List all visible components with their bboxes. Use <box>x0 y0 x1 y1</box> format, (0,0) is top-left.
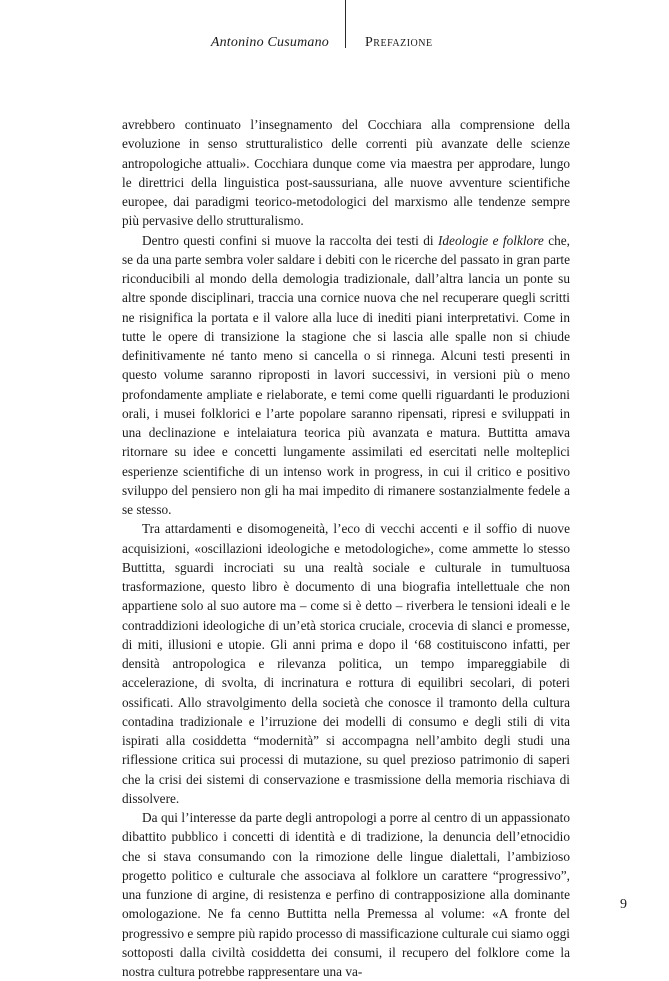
book-title: Ideologie e folklore <box>437 232 544 248</box>
header-author: Antonino Cusumano <box>210 35 329 50</box>
header-divider <box>345 0 346 48</box>
paragraph-2-rest: che, se da una parte sembra voler saldare i debiti con le ricerche del passato in gran parte riconducibili al mondo della demologia tradizionale, dall’altra lancia un ponte su altre sponde disciplinari, traccia una cornice nuova che nel recuperare quegli scritti ne risignifica la portata e il valore alla luce di inediti piani interpretativi. Come in tutte le opere di transizione la stagione che si lascia alle spalle non si chiude definitivamente né tanto meno si cancella o si rinnega. Alcuni testi presenti in questo volume saranno riproposti in lavori successivi, in versioni più o meno profondamente ampliate e rielaborate, e temi come quelli riguardanti le produzioni orali, i musei folklorici e l’arte popolare saranno ripensati, ripresi e sviluppati in una declinazione e intelaiatura teorica più avanzata e matura. Buttitta amava ritornare su idee e concetti lungamente assimilati ed esercitati nelle molteplici esperienze scientifiche di un intenso work in progress, in cui il critico e positivo sviluppo del pensiero non gli ha mai impedito di rimanere sostanzialmente fedele a se stesso. <box>122 232 570 517</box>
paragraph-2-lead: Dentro questi confini si muove la raccolta dei testi di <box>142 232 438 248</box>
header-section-title: Prefazione <box>365 35 433 50</box>
paragraph-1: avrebbero continuato l’insegnamento del Cocchiara alla comprensione della evoluzione in senso strutturalistico delle correnti più avanzate delle scienze antropologiche attuali». Cocchiara dunque come via maestra per approdare, lungo le direttrici della linguistica post-saussuriana, alle nuove avventure scientifiche europee, dai paradigmi teorico-metodologici del marxismo alle tendenze sempre più pervasive dello strutturalismo. <box>122 117 570 229</box>
paragraph-3: Tra attardamenti e disomogeneità, l’eco di vecchi accenti e il soffio di nuove acquisizioni, «oscillazioni ideologiche e metodologiche», come ammette lo stesso Buttitta, sguardi incrociati su una realtà sociale e culturale in tumultuosa trasformazione, questo libro è documento di una biografia intellettuale che non appartiene solo al suo autore ma – come si è detto – riverbera le tensioni ideali e le contraddizioni ideologiche di un’età storica cruciale, crocevia di slanci e promesse, di miti, illusioni e utopie. Gli anni prima e dopo il ‘68 costituiscono infatti, per densità antropologica e rilevanza politica, un tempo impareggiabile di accelerazione, di svolta, di incrinatura e rottura di equilibri secolari, di poteri ossificati. Allo stravolgimento della società che conosce il tramonto della cultura contadina tradizionale e l’irruzione dei modelli di consumo e degli stili di vita ispirati alla cosiddetta “modernità” si accompagna nell’ambito degli studi una riflessione critica sui processi di mutazione, su quel prezioso patrimonio di saperi che la crisi dei sistemi di conservazione e trasmissione della memoria rischiava di dissolvere. <box>122 521 570 806</box>
page-number: 9 <box>620 897 627 912</box>
body-text <box>122 115 570 981</box>
running-header <box>0 0 669 60</box>
paragraph-2 <box>122 231 570 520</box>
paragraph-4: Da qui l’interesse da parte degli antropologi a porre al centro di un appassionato dibattito pubblico i concetti di identità e di tradizione, la denuncia dell’etnocidio che si stava consumando con la rimozione delle lingue dialettali, l’ambizioso progetto politico e culturale che associava al folklore un carattere “progressivo”, una funzione di argine, di resistenza e perfino di contrapposizione alla dominante omologazione. Ne fa cenno Buttitta nella Premessa al volume: «A fronte del progressivo e sempre più rapido processo di massificazione culturale cui siamo oggi sottoposti dalla civiltà cosiddetta dei consumi, il recupero del folklore come la nostra cultura potrebbe rappresentare una va- <box>122 810 570 979</box>
